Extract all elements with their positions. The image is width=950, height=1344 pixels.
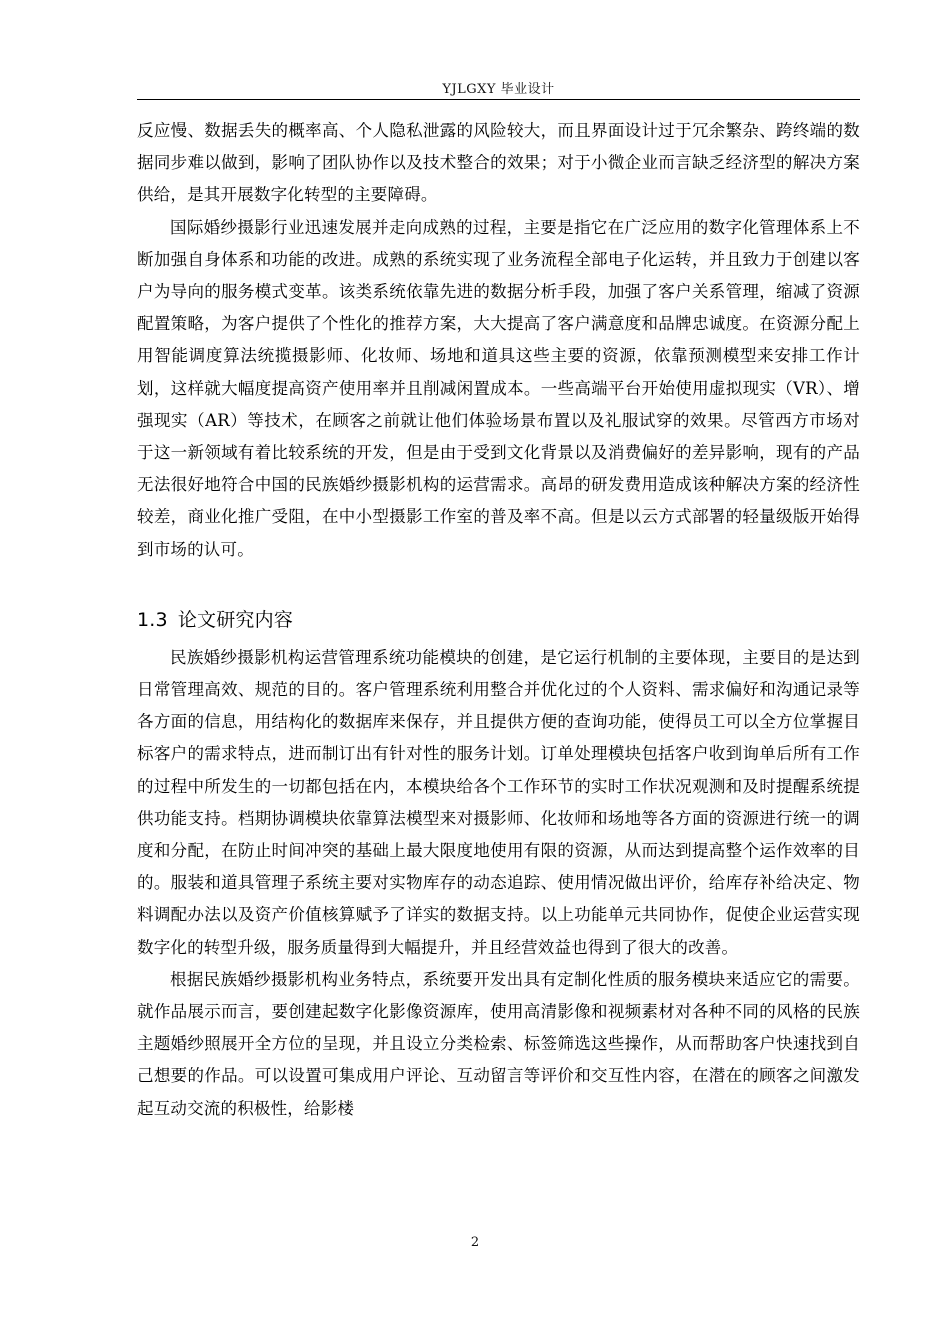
paragraph-international-industry: 国际婚纱摄影行业迅速发展并走向成熟的过程，主要是指它在广泛应用的数字化管理体系上不断加强自身体系和功能的改进。成熟的系统实现了业务流程全部电子化运转，并且致力于创建以客户为导向的服务模式变革。该类系统依靠先进的数据分析手段，加强了客户关系管理，缩减了资源配置策略，为客户提供了个性化的推荐方案，大大提高了客户满意度和品牌忠诚度。在资源分配上用智能调度算法统揽摄影师、化妆师、场地和道具这些主要的资源，依靠预测模型来安排工作计划，这样就大幅度提高资产使用率并且削减闲置成本。一些高端平台开始使用虚拟现实（VR）、增强现实（AR）等技术，在顾客之前就让他们体验场景布置以及礼服试穿的效果。尽管西方市场对于这一新领域有着比较系统的开发，但是由于受到文化背景以及消费偏好的差异影响，现有的产品无法很好地符合中国的民族婚纱摄影机构的运营需求。高昂的研发费用造成该种解决方案的经济性较差，商业化推广受阻，在中小型摄影工作室的普及率不高。但是以云方式部署的轻量级版开始得到市场的认可。 [137, 217, 860, 559]
section-heading [137, 604, 860, 636]
page-header: YJLGXY 毕业设计 [442, 82, 555, 97]
section-title: 论文研究内容 [177, 608, 294, 631]
page-number: 2 [470, 1235, 480, 1250]
document-body [137, 115, 860, 1125]
header-divider [137, 99, 860, 100]
paragraph-custom-services: 根据民族婚纱摄影机构业务特点，系统要开发出具有定制化性质的服务模块来适应它的需要。就作品展示而言，要创建起数字化影像资源库，使用高清影像和视频素材对各种不同的风格的民族主题婚纱照展开全方位的呈现，并且设立分类检索、标签筛选这些操作，从而帮助客户快速找到自己想要的作品。可以设置可集成用户评论、互动留言等评价和交互性内容，在潜在的顾客之间激发起互动交流的积极性，给影楼 [137, 969, 860, 1118]
paragraph-continued: 反应慢、数据丢失的概率高、个人隐私泄露的风险较大，而且界面设计过于冗余繁杂、跨终端的数据同步难以做到，影响了团队协作以及技术整合的效果；对于小微企业而言缺乏经济型的解决方案供给，是其开展数字化转型的主要障碍。 [137, 121, 860, 205]
section-number: 1.3 [137, 608, 168, 631]
paragraph-system-modules: 民族婚纱摄影机构运营管理系统功能模块的创建，是它运行机制的主要体现，主要目的是达到日常管理高效、规范的目的。客户管理系统利用整合并优化过的个人资料、需求偏好和沟通记录等各方面的信息，用结构化的数据库来保存，并且提供方便的查询功能，使得员工可以全方位掌握目标客户的需求特点，进而制订出有针对性的服务计划。订单处理模块包括客户收到询单后所有工作的过程中所发生的一切都包括在内，本模块给各个工作环节的实时工作状况观测和及时提醒系统提供功能支持。档期协调模块依靠算法模型来对摄影师、化妆师和场地等各方面的资源进行统一的调度和分配，在防止时间冲突的基础上最大限度地使用有限的资源，从而达到提高整个运作效率的目的。服装和道具管理子系统主要对实物库存的动态追踪、使用情况做出评价，给库存补给决定、物料调配办法以及资产价值核算赋予了详实的数据支持。以上功能单元共同协作，促使企业运营实现数字化的转型升级，服务质量得到大幅提升，并且经营效益也得到了很大的改善。 [137, 647, 860, 957]
